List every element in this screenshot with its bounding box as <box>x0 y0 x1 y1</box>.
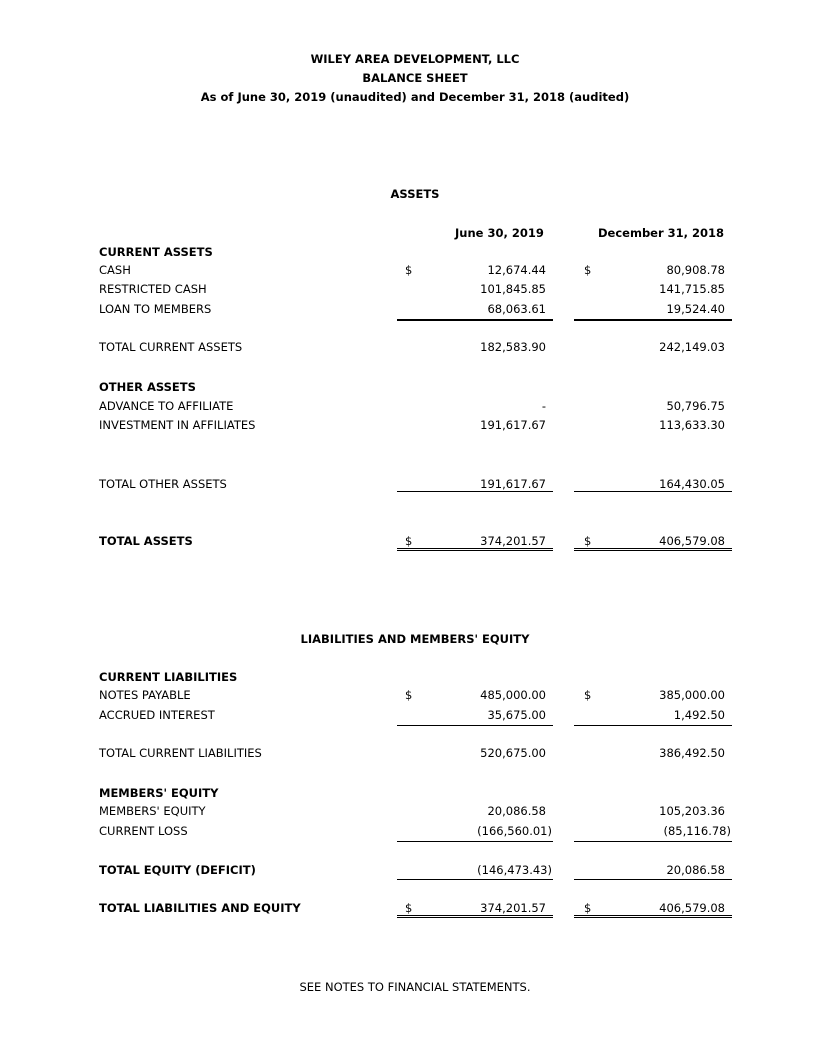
amount-dec-2018: 164,430.05 <box>659 477 725 491</box>
section-heading-current-assets: CURRENT ASSETS <box>99 245 213 259</box>
statement-title: BALANCE SHEET <box>362 71 468 85</box>
amount-dec-2018: 406,579.08 <box>659 534 725 548</box>
underline <box>574 879 732 880</box>
amount-dec-2018: 386,492.50 <box>659 746 725 760</box>
amount-june-2019: 35,675.00 <box>487 708 546 722</box>
currency-symbol: $ <box>405 263 413 277</box>
currency-symbol: $ <box>405 688 413 702</box>
amount-june-2019: 520,675.00 <box>480 746 546 760</box>
amount-dec-2018: 20,086.58 <box>666 863 725 877</box>
underline <box>397 879 553 880</box>
amount-june-2019: (146,473.43) <box>477 863 552 877</box>
underline <box>574 841 732 842</box>
underline <box>574 319 732 321</box>
amount-dec-2018: 385,000.00 <box>659 688 725 702</box>
amount-dec-2018: 141,715.85 <box>659 282 725 296</box>
amount-dec-2018: 406,579.08 <box>659 901 725 915</box>
amount-dec-2018: 242,149.03 <box>659 340 725 354</box>
section-heading-members-equity: MEMBERS' EQUITY <box>99 786 219 800</box>
row-label-total-assets: TOTAL ASSETS <box>99 534 193 548</box>
currency-symbol: $ <box>405 901 413 915</box>
amount-june-2019: 374,201.57 <box>480 901 546 915</box>
column-header-june-2019: June 30, 2019 <box>455 226 544 240</box>
row-label-members-equity: MEMBERS' EQUITY <box>99 804 206 818</box>
amount-june-2019: 20,086.58 <box>487 804 546 818</box>
underline <box>397 491 553 492</box>
assets-title: ASSETS <box>390 187 440 201</box>
currency-symbol: $ <box>584 534 592 548</box>
row-label-total-current-liabilities: TOTAL CURRENT LIABILITIES <box>99 746 262 760</box>
liabilities-title: LIABILITIES AND MEMBERS' EQUITY <box>300 632 530 646</box>
underline <box>574 725 732 726</box>
amount-dec-2018: 19,524.40 <box>666 302 725 316</box>
amount-june-2019: 191,617.67 <box>480 418 546 432</box>
currency-symbol: $ <box>405 534 413 548</box>
row-label-notes-payable: NOTES PAYABLE <box>99 688 191 702</box>
double-underline <box>397 915 553 918</box>
amount-june-2019: 191,617.67 <box>480 477 546 491</box>
row-label-accrued-interest: ACCRUED INTEREST <box>99 708 215 722</box>
amount-dec-2018: 1,492.50 <box>673 708 725 722</box>
section-heading-current-liabilities: CURRENT LIABILITIES <box>99 670 238 684</box>
amount-june-2019: 101,845.85 <box>480 282 546 296</box>
underline <box>397 319 553 321</box>
row-label-advance-to-affiliate: ADVANCE TO AFFILIATE <box>99 399 234 413</box>
amount-june-2019: 485,000.00 <box>480 688 546 702</box>
amount-june-2019: (166,560.01) <box>477 824 552 838</box>
statement-period: As of June 30, 2019 (unaudited) and December 31, 2018 (audited) <box>200 90 630 104</box>
row-label-total-equity-deficit: TOTAL EQUITY (DEFICIT) <box>99 863 256 877</box>
underline <box>574 491 732 492</box>
amount-june-2019: 12,674.44 <box>487 263 546 277</box>
double-underline <box>574 915 732 918</box>
currency-symbol: $ <box>584 901 592 915</box>
row-label-restricted-cash: RESTRICTED CASH <box>99 282 207 296</box>
footer-note: SEE NOTES TO FINANCIAL STATEMENTS. <box>299 980 531 994</box>
currency-symbol: $ <box>584 688 592 702</box>
amount-june-2019: 68,063.61 <box>487 302 546 316</box>
row-label-current-loss: CURRENT LOSS <box>99 824 188 838</box>
row-label-total-liabilities-and-equity: TOTAL LIABILITIES AND EQUITY <box>99 901 301 915</box>
row-label-loan-to-members: LOAN TO MEMBERS <box>99 302 212 316</box>
double-underline <box>397 548 553 551</box>
amount-dec-2018: 105,203.36 <box>659 804 725 818</box>
underline <box>397 725 553 726</box>
amount-june-2019: 182,583.90 <box>480 340 546 354</box>
company-name: WILEY AREA DEVELOPMENT, LLC <box>310 52 520 66</box>
row-label-total-current-assets: TOTAL CURRENT ASSETS <box>99 340 243 354</box>
row-label-investment-in-affiliates: INVESTMENT IN AFFILIATES <box>99 418 256 432</box>
row-label-cash: CASH <box>99 263 131 277</box>
column-header-dec-2018: December 31, 2018 <box>598 226 725 240</box>
section-heading-other-assets: OTHER ASSETS <box>99 380 196 394</box>
amount-dec-2018: (85,116.78) <box>663 824 731 838</box>
amount-dec-2018: 50,796.75 <box>666 399 725 413</box>
amount-dec-2018: 113,633.30 <box>659 418 725 432</box>
amount-june-2019: - <box>541 399 546 413</box>
row-label-total-other-assets: TOTAL OTHER ASSETS <box>99 477 227 491</box>
double-underline <box>574 548 732 551</box>
amount-june-2019: 374,201.57 <box>480 534 546 548</box>
amount-dec-2018: 80,908.78 <box>666 263 725 277</box>
underline <box>397 841 553 842</box>
currency-symbol: $ <box>584 263 592 277</box>
